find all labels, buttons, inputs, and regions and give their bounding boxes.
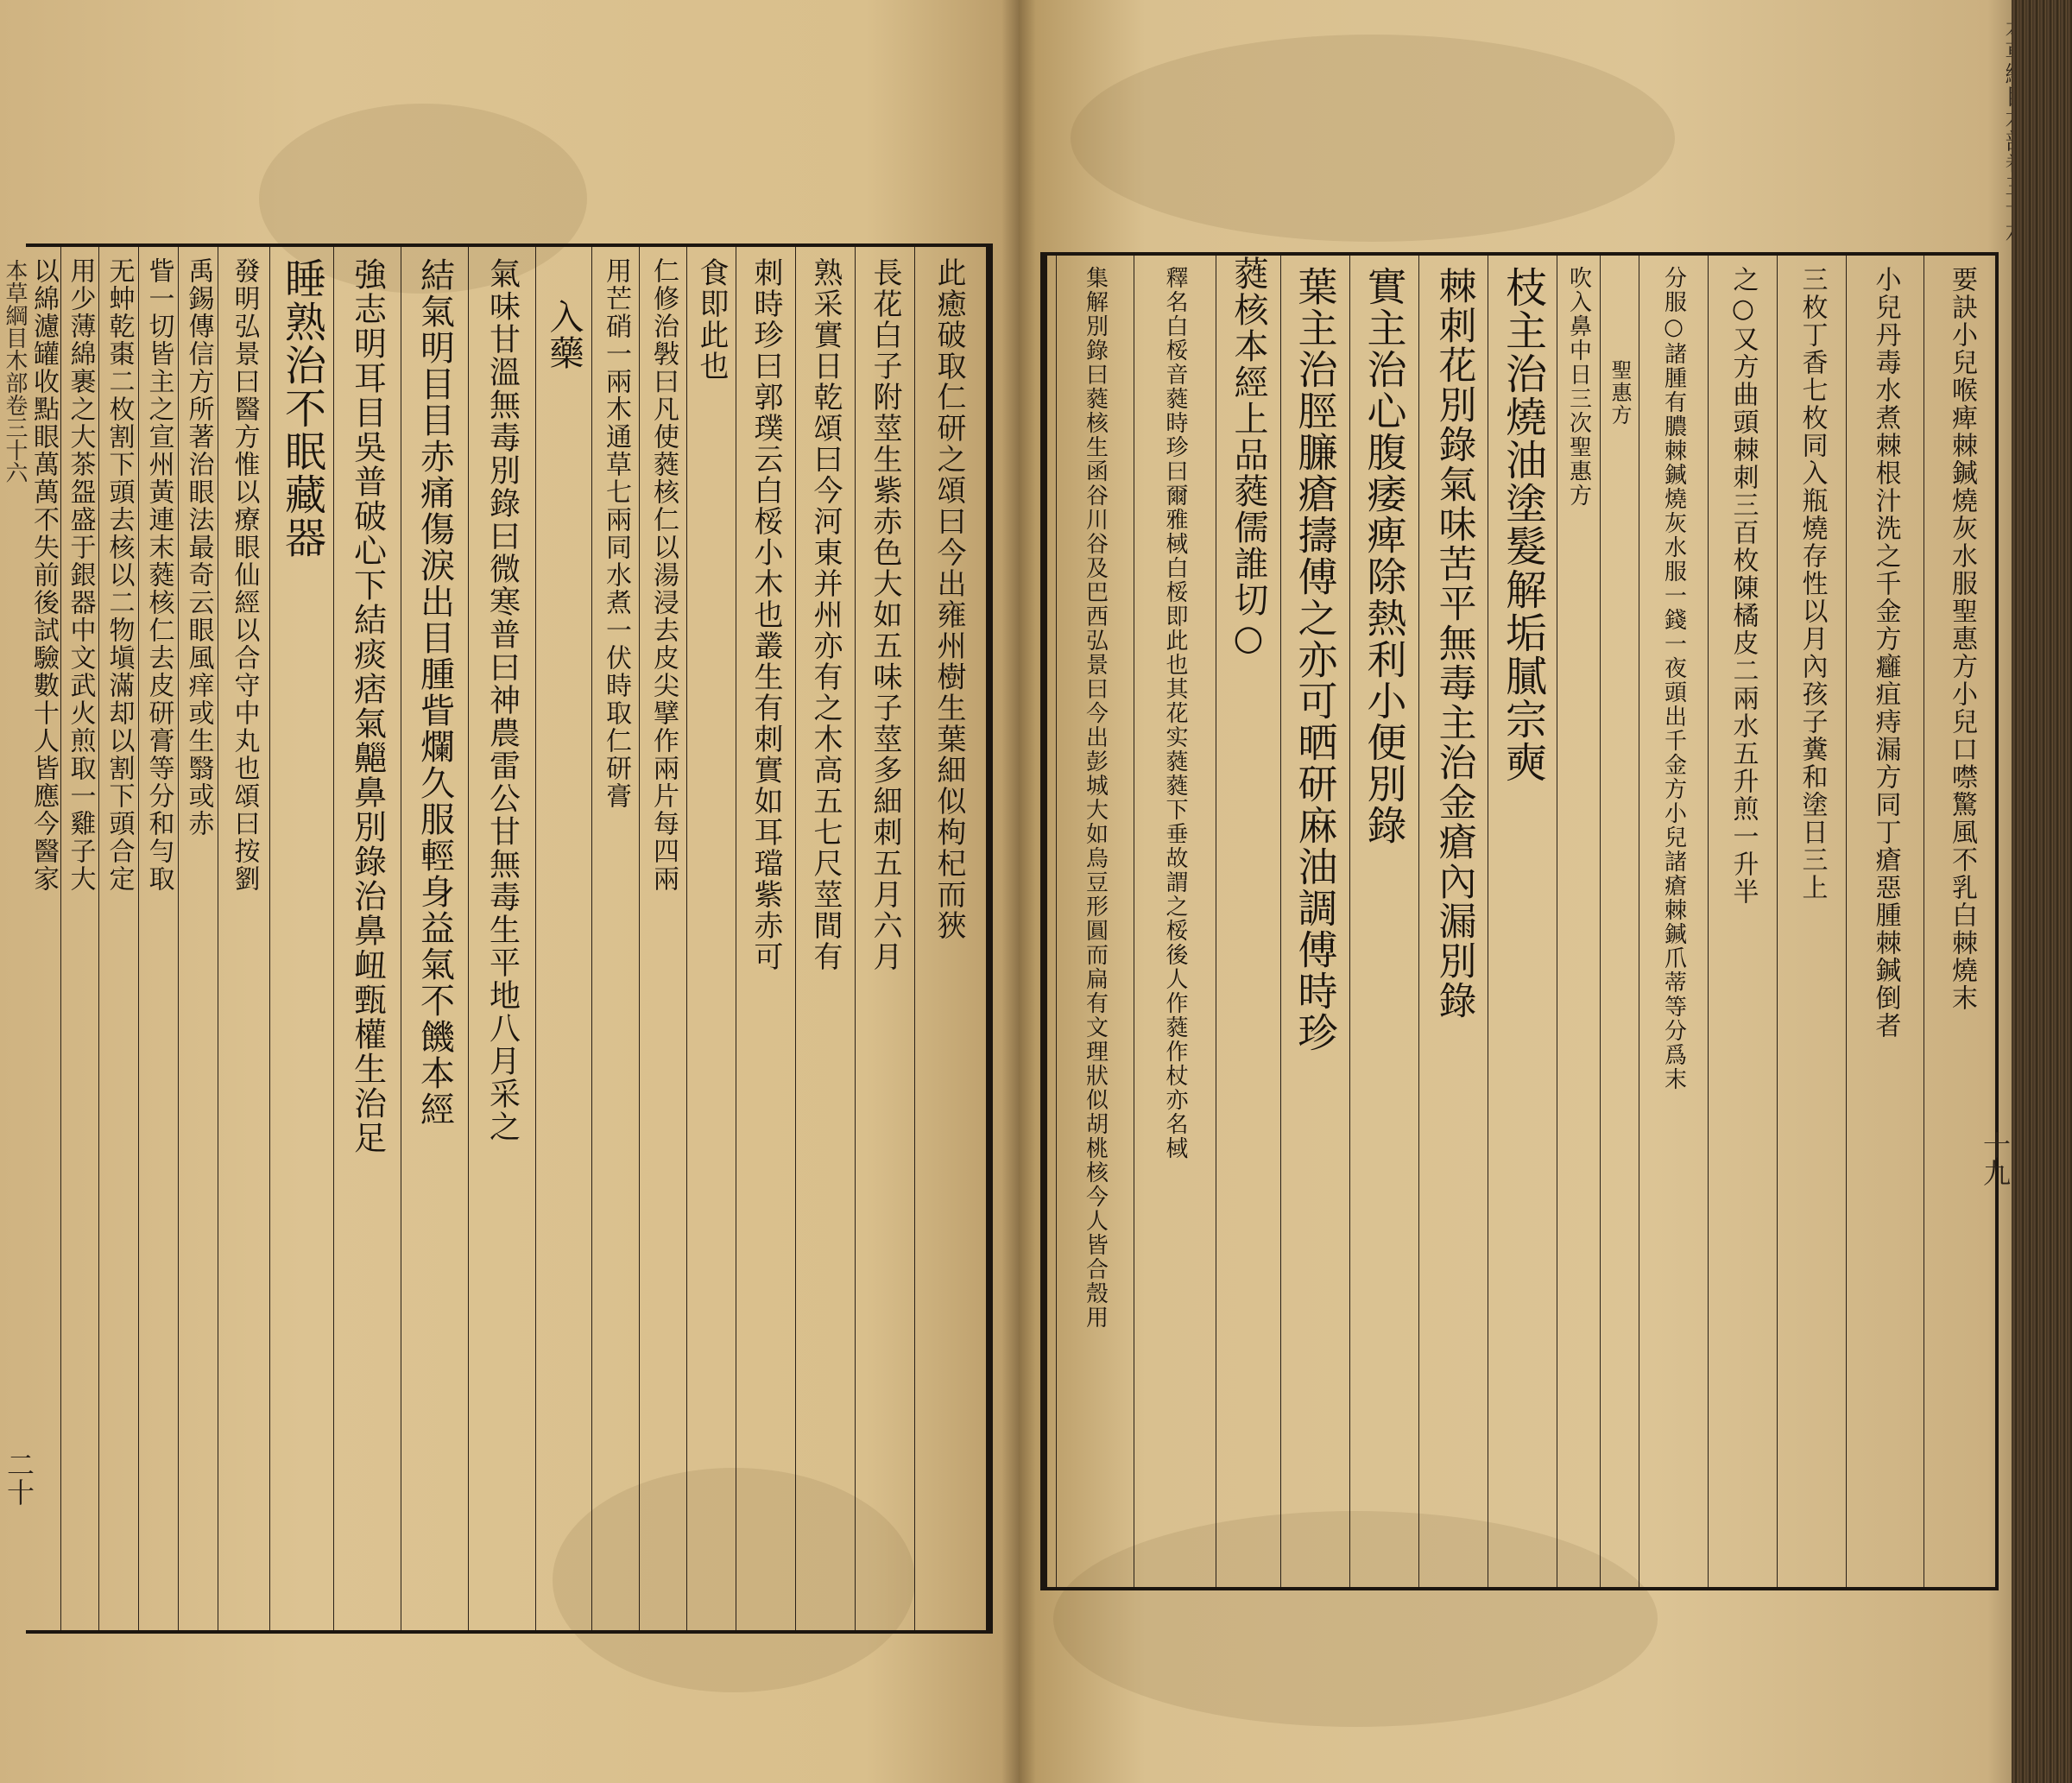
- page-number: 十九: [1979, 1131, 2012, 1186]
- text-column: [639, 247, 686, 1630]
- text-column: [535, 247, 591, 1630]
- column-text: 結氣明目目赤痛傷淚出目腫眥爛久服輕身益氣不饑本經: [414, 257, 455, 1128]
- column-text: 釋名白桵音蕤時珍曰爾雅棫白桵即此也其花实蕤蕤下垂故謂之桵後人作蕤作杖亦名棫: [1162, 266, 1188, 1160]
- column-text: 用少薄綿裹之大茶盌盛于銀器中文武火煎取一雞子大: [65, 257, 96, 893]
- text-column: [1846, 256, 1924, 1587]
- column-text: 蕤核本經上品蕤儒誰切○: [1229, 256, 1268, 660]
- text-column: [1280, 256, 1349, 1587]
- text-column: [795, 247, 855, 1630]
- column-text: 此癒破取仁研之頌曰今出雍州樹生葉細似枸杞而狹: [932, 257, 966, 941]
- text-column: [855, 247, 914, 1630]
- text-column: [60, 247, 98, 1630]
- column-text: 用芒硝一兩木通草七兩同水煮一伏時取仁研膏: [601, 257, 631, 810]
- column-text: 葉主治脛臁瘡擣傅之亦可晒研麻油調傅時珍: [1292, 266, 1339, 1053]
- text-column: [1557, 256, 1600, 1587]
- text-column: [1600, 256, 1639, 1587]
- right-text-frame: [1040, 252, 1999, 1590]
- column-text: 小兒丹毒水煮棘根汁洗之千金方癰疽痔漏方同丁瘡惡腫棘鍼倒者: [1870, 266, 1901, 1040]
- column-text: 无蚛乾棗二枚割下頭去核以二物塡滿却以割下頭合定: [104, 257, 135, 893]
- column-text: 實主治心腹痿痺除熱利小便別錄: [1361, 266, 1408, 846]
- text-column: [1349, 256, 1418, 1587]
- page-edges: [2012, 0, 2072, 1783]
- column-text: 仁修治斅曰凡使蕤核仁以湯浸去皮尖擘作兩片每四兩: [648, 257, 679, 893]
- text-column: [1216, 256, 1280, 1587]
- column-text: 入藥: [544, 299, 584, 371]
- text-column: [1056, 256, 1134, 1587]
- text-column: [1708, 256, 1777, 1587]
- text-column: [1134, 256, 1216, 1587]
- text-column: [591, 247, 639, 1630]
- column-text: 長花白子附莖生紫赤色大如五味子莖多細刺五月六月: [868, 257, 902, 972]
- text-column: [26, 247, 60, 1630]
- text-column: [686, 247, 736, 1630]
- column-text: 聖惠方: [1608, 359, 1632, 427]
- text-column: [468, 247, 535, 1630]
- column-text: 吹入鼻中日三次聖惠方: [1565, 266, 1592, 508]
- column-text: 發明弘景曰醫方惟以療眼仙經以合守中丸也頌曰按劉: [229, 257, 260, 893]
- text-column: [736, 247, 795, 1630]
- page-number: 二十: [3, 1451, 35, 1506]
- column-text: 要訣小兒喉痺棘鍼燒灰水服聖惠方小兒口噤驚風不乳白棘燒末: [1947, 266, 1977, 1012]
- text-column: [333, 247, 401, 1630]
- column-text: 強志明耳目吳普破心下結痰痞氣齆鼻別錄治鼻衄甄權生治足: [348, 257, 387, 1155]
- text-column: [401, 247, 468, 1630]
- text-column: [178, 247, 218, 1630]
- text-column: [98, 247, 138, 1630]
- column-text: 食即此也: [694, 257, 729, 382]
- column-text: 睡熟治不眠藏器: [277, 257, 326, 560]
- column-text: 刺時珍曰郭璞云白桵小木也叢生有刺實如耳璫紫赤可: [749, 257, 783, 972]
- column-text: 集解別錄曰蕤核生函谷川谷及巴西弘景曰今出彭城大如烏豆形圓而扁有文理狀似胡桃核今人皆合殼用: [1082, 266, 1109, 1330]
- text-column: [1777, 256, 1846, 1587]
- column-text: 枝主治燒油塗髮解垢膩宗奭: [1498, 266, 1547, 784]
- column-text: 三枚丁香七枚同入瓶燒存性以月內孩子糞和塗日三上: [1797, 266, 1828, 901]
- folio-title: 本草綱目木部卷三十六: [2, 259, 28, 484]
- text-column: [1418, 256, 1488, 1587]
- left-text-frame: [26, 243, 993, 1634]
- text-column: [1639, 256, 1708, 1587]
- text-column: [269, 247, 333, 1630]
- column-text: 以綿濾罐收點眼萬萬不失前後試驗數十人皆應今醫家: [28, 257, 59, 893]
- column-text: 之○又方曲頭棘刺三百枚陳橘皮二兩水五升煎一升半: [1728, 266, 1759, 906]
- text-column: [1924, 256, 1999, 1587]
- book-gutter: [1001, 0, 1036, 1783]
- text-column: [914, 247, 982, 1630]
- text-column: [138, 247, 178, 1630]
- right-page: [1019, 0, 2072, 1783]
- column-text: 眥一切皆主之宣州黃連末蕤核仁去皮研膏等分和勻取: [143, 257, 174, 893]
- left-page: [0, 0, 1019, 1783]
- column-text: 棘刺花別錄氣味苦平無毒主治金瘡內漏別錄: [1431, 266, 1476, 1021]
- paper-stain: [1071, 35, 1675, 242]
- column-text: 分服○諸腫有膿棘鍼燒灰水服一錢一夜頭出千金方小兒諸瘡棘鍼爪蒂等分爲末: [1660, 266, 1687, 1091]
- column-text: 氣味甘溫無毒別錄曰微寒普曰神農雷公甘無毒生平地八月采之: [484, 257, 521, 1143]
- text-column: [218, 247, 269, 1630]
- column-text: 禹錫傳信方所著治眼法最奇云眼風痒或生翳或赤: [183, 257, 214, 838]
- column-text: 熟采實日乾頌曰今河東并州亦有之木高五七尺莖間有: [808, 257, 843, 972]
- text-column: [1488, 256, 1557, 1587]
